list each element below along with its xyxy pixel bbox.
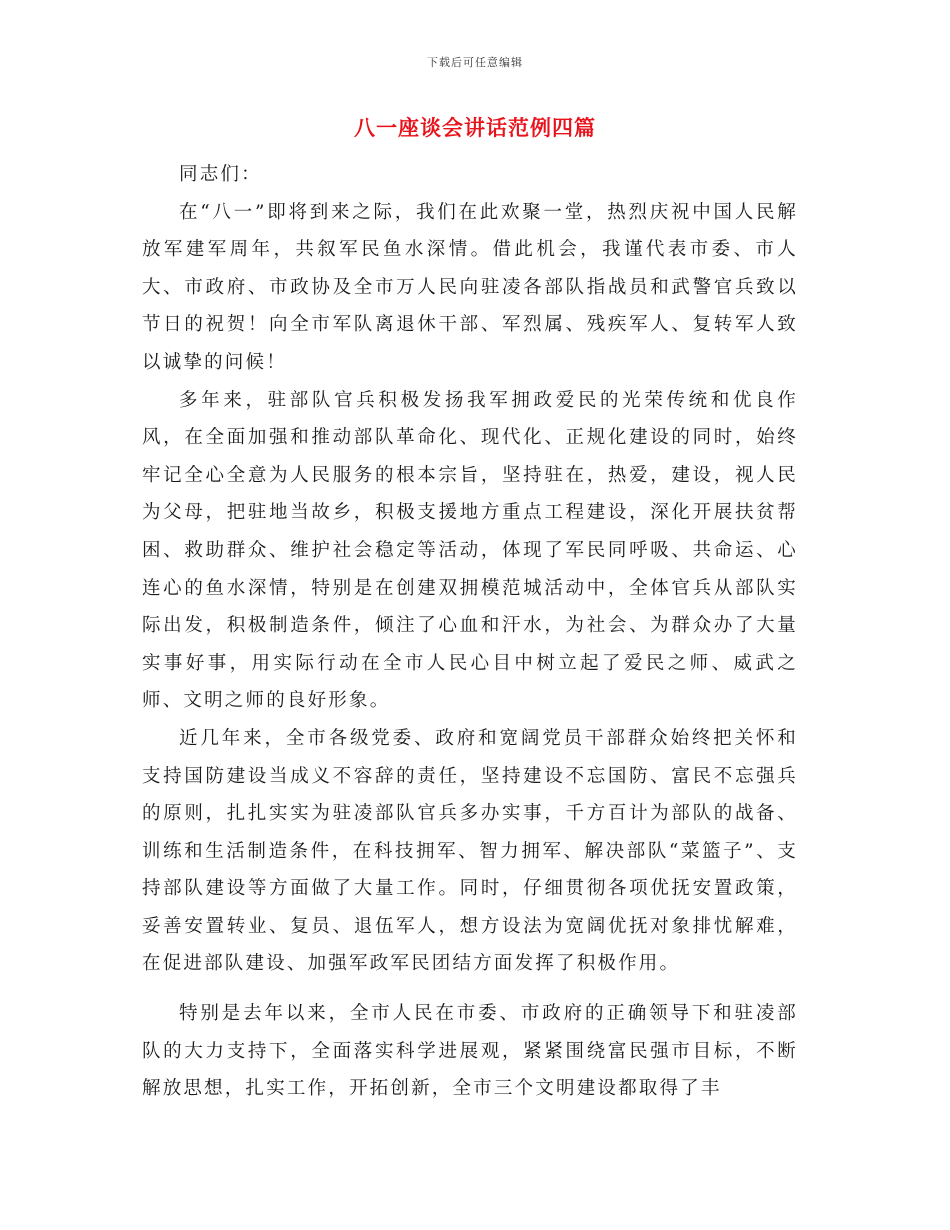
document-title: 八一座谈会讲话范例四篇 [354,115,596,140]
paragraph-1: 在“八一”即将到来之际，我们在此欢聚一堂，热烈庆祝中国人民解放军建军周年，共叙军民鱼水深情。借此机会，我谨代表市委、市人大、市政府、市政协及全市万人民向驻凌各部队指战员和武警官兵致以节日的祝贺！向全市军队离退休干部、军烈属、残疾军人、复转军人致以诚挚的问候！ [142,201,798,373]
salutation: 同志们： [179,164,262,185]
paragraph-3: 近几年来，全市各级党委、政府和宽阔党员干部群众始终把关怀和支持国防建设当成义不容辞的责任，坚持建设不忘国防、富民不忘强兵的原则，扎扎实实为驻凌部队官兵多办实事，千方百计为部队的战备、训练和生活制造条件，在科技拥军、智力拥军、解决部队“菜篮子”、支持部队建设等方面做了大量工作。同时，仔细贯彻各项优抚安置政策，妥善安置转业、复员、退伍军人，想方设法为宽阔优抚对象排忧解难，在促进部队建设、加强军政军民团结方面发挥了积极作用。 [142,727,798,975]
page-header-note: 下载后可任意编辑 [427,56,523,69]
paragraph-4: 特别是去年以来，全市人民在市委、市政府的正确领导下和驻凌部队的大力支持下，全面落实科学进展观，紧紧围绕富民强市目标，不断解放思想，扎实工作，开拓创新，全市三个文明建设都取得了丰 [142,1003,798,1100]
document-body [142,156,798,1108]
paragraph-2: 多年来，驻部队官兵积极发扬我军拥政爱民的光荣传统和优良作风，在全面加强和推动部队革命化、现代化、正规化建设的同时，始终牢记全心全意为人民服务的根本宗旨，坚持驻在，热爱，建设，视人民为父母，把驻地当故乡，积极支援地方重点工程建设，深化开展扶贫帮困、救助群众、维护社会稳定等活动，体现了军民同呼吸、共命运、心连心的鱼水深情，特别是在创建双拥模范城活动中，全体官兵从部队实际出发，积极制造条件，倾注了心血和汗水，为社会、为群众办了大量实事好事，用实际行动在全市人民心目中树立起了爱民之师、威武之师、文明之师的良好形象。 [142,389,798,712]
